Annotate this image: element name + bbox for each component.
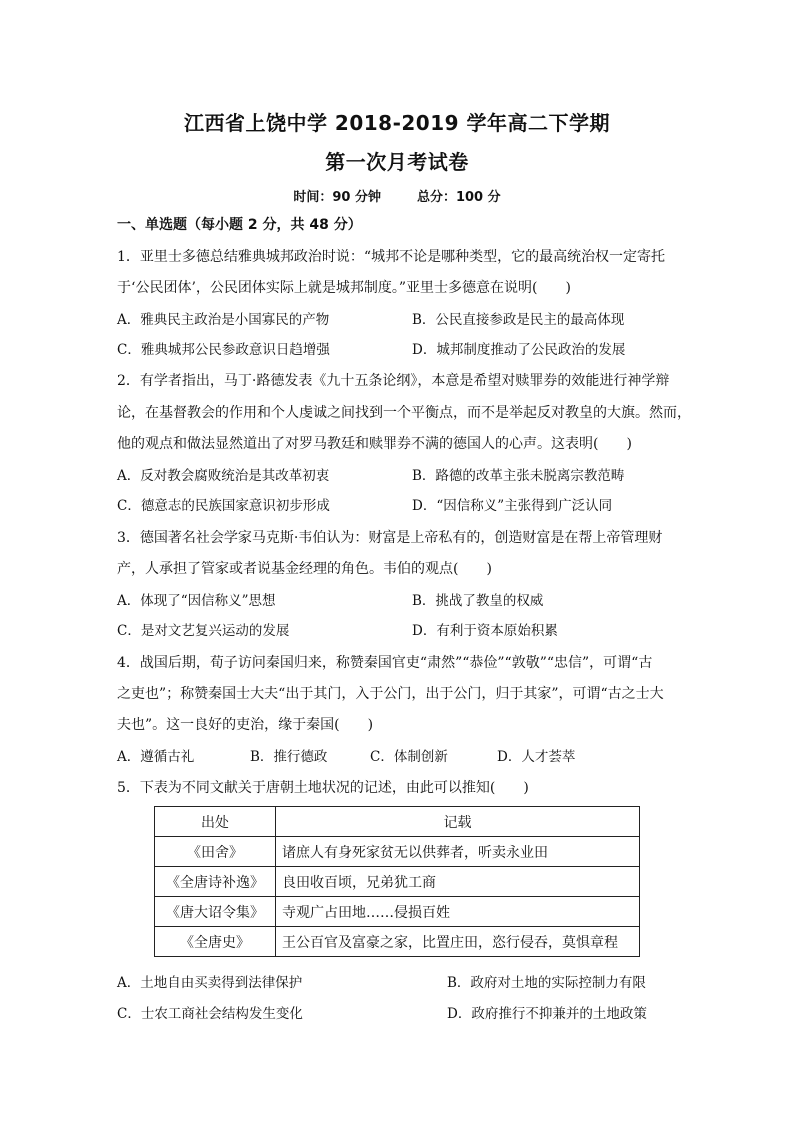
question-3-line-2: 产，人承担了管家或者说基金经理的角色。韦伯的观点( ) [117, 561, 492, 577]
q5-option-d: D．政府推行不抑兼并的土地政策 [447, 1006, 647, 1022]
q3-option-c: C．是对文艺复兴运动的发展 [117, 623, 290, 639]
question-1-line-1: 1．亚里士多德总结雅典城邦政治时说：“城邦不论是哪种类型，它的最高统治权一定寄托 [117, 249, 666, 265]
question-2-line-3: 他的观点和做法显然道出了对罗马教廷和赎罪券不满的德国人的心声。这表明( ) [117, 436, 632, 452]
q1-option-d: D．城邦制度推动了公民政治的发展 [412, 342, 626, 358]
question-3-line-1: 3．德国著名社会学家马克斯·韦伯认为：财富是上帝私有的，创造财富是在帮上帝管理财 [117, 530, 663, 546]
q5-option-b: B．政府对土地的实际控制力有限 [447, 975, 646, 991]
question-4-line-1: 4．战国后期，荀子访问秦国归来，称赞秦国官吏“肃然”“恭俭”“敦敬”“忠信”，可谓“古 [117, 655, 653, 671]
q2-option-c: C．德意志的民族国家意识初步形成 [117, 498, 330, 514]
q3-option-b: B．挑战了教皇的权威 [412, 593, 544, 609]
table-cell-source: 《全唐诗补逸》 [155, 867, 276, 897]
table-cell-source: 《田舍》 [155, 837, 276, 867]
table-cell-source: 《唐大诏令集》 [155, 897, 276, 927]
q2-option-a: A．反对教会腐败统治是其改革初衷 [117, 468, 330, 484]
table-cell-source: 《全唐史》 [155, 927, 276, 957]
score-label: 总分：100 分 [416, 190, 501, 205]
q1-option-c: C．雅典城邦公民参政意识日趋增强 [117, 342, 330, 358]
question-2-line-2: 论，在基督教会的作用和个人虔诚之间找到一个平衡点，而不是举起反对教皇的大旗。然而， [117, 405, 691, 421]
table-cell-record: 寺观广占田地……侵损百姓 [276, 897, 640, 927]
source-table [154, 806, 640, 957]
table-header-source: 出处 [155, 807, 276, 837]
time-label: 时间：90 分钟 [293, 190, 381, 205]
section-title: 一、单选题（每小题 2 分，共 48 分） [117, 217, 362, 233]
exam-title: 江西省上饶中学 2018-2019 学年高二下学期 [183, 111, 611, 135]
table-cell-record: 王公百官及富豪之家，比置庄田，恣行侵吞，莫惧章程 [276, 927, 640, 957]
q1-option-b: B．公民直接参政是民主的最高体现 [412, 312, 625, 328]
question-5-line-1: 5．下表为不同文献关于唐朝土地状况的记述，由此可以推知( ) [117, 780, 529, 796]
exam-subtitle: 第一次月考试卷 [325, 150, 469, 174]
table-header-record: 记载 [276, 807, 640, 837]
question-4-line-2: 之吏也”；称赞秦国士大夫“出于其门，入于公门，出于公门，归于其家”，可谓“古之士大 [117, 686, 664, 702]
q4-option-d: D．人才荟萃 [497, 749, 576, 765]
question-2-line-1: 2．有学者指出，马丁·路德发表《九十五条论纲》，本意是希望对赎罪券的效能进行神学辩 [117, 373, 670, 389]
question-1-line-2: 于‘公民团体’，公民团体实际上就是城邦制度。”亚里士多德意在说明( ) [117, 280, 571, 296]
q5-option-a: A．土地自由买卖得到法律保护 [117, 975, 303, 991]
q4-option-b: B．推行德政 [250, 749, 328, 765]
table-cell-record: 良田收百顷，兄弟犹工商 [276, 867, 640, 897]
q4-option-c: C．体制创新 [370, 749, 448, 765]
q2-option-b: B．路德的改革主张未脱离宗教范畴 [412, 468, 625, 484]
table-cell-record: 诸庶人有身死家贫无以供葬者，听卖永业田 [276, 837, 640, 867]
q5-option-c: C．士农工商社会结构发生变化 [117, 1006, 303, 1022]
exam-meta [0, 186, 794, 205]
table-row [155, 927, 640, 957]
q2-option-d: D．“因信称义”主张得到广泛认同 [412, 498, 613, 514]
q1-option-a: A．雅典民主政治是小国寡民的产物 [117, 312, 330, 328]
question-4-line-3: 夫也”。这一良好的吏治，缘于秦国( ) [117, 717, 374, 733]
table-header-row [155, 807, 640, 837]
q4-option-a: A．遵循古礼 [117, 749, 195, 765]
q3-option-a: A．体现了“因信称义”思想 [117, 593, 276, 609]
q3-option-d: D．有利于资本原始积累 [412, 623, 558, 639]
table-row [155, 867, 640, 897]
table-row [155, 837, 640, 867]
table-row [155, 897, 640, 927]
